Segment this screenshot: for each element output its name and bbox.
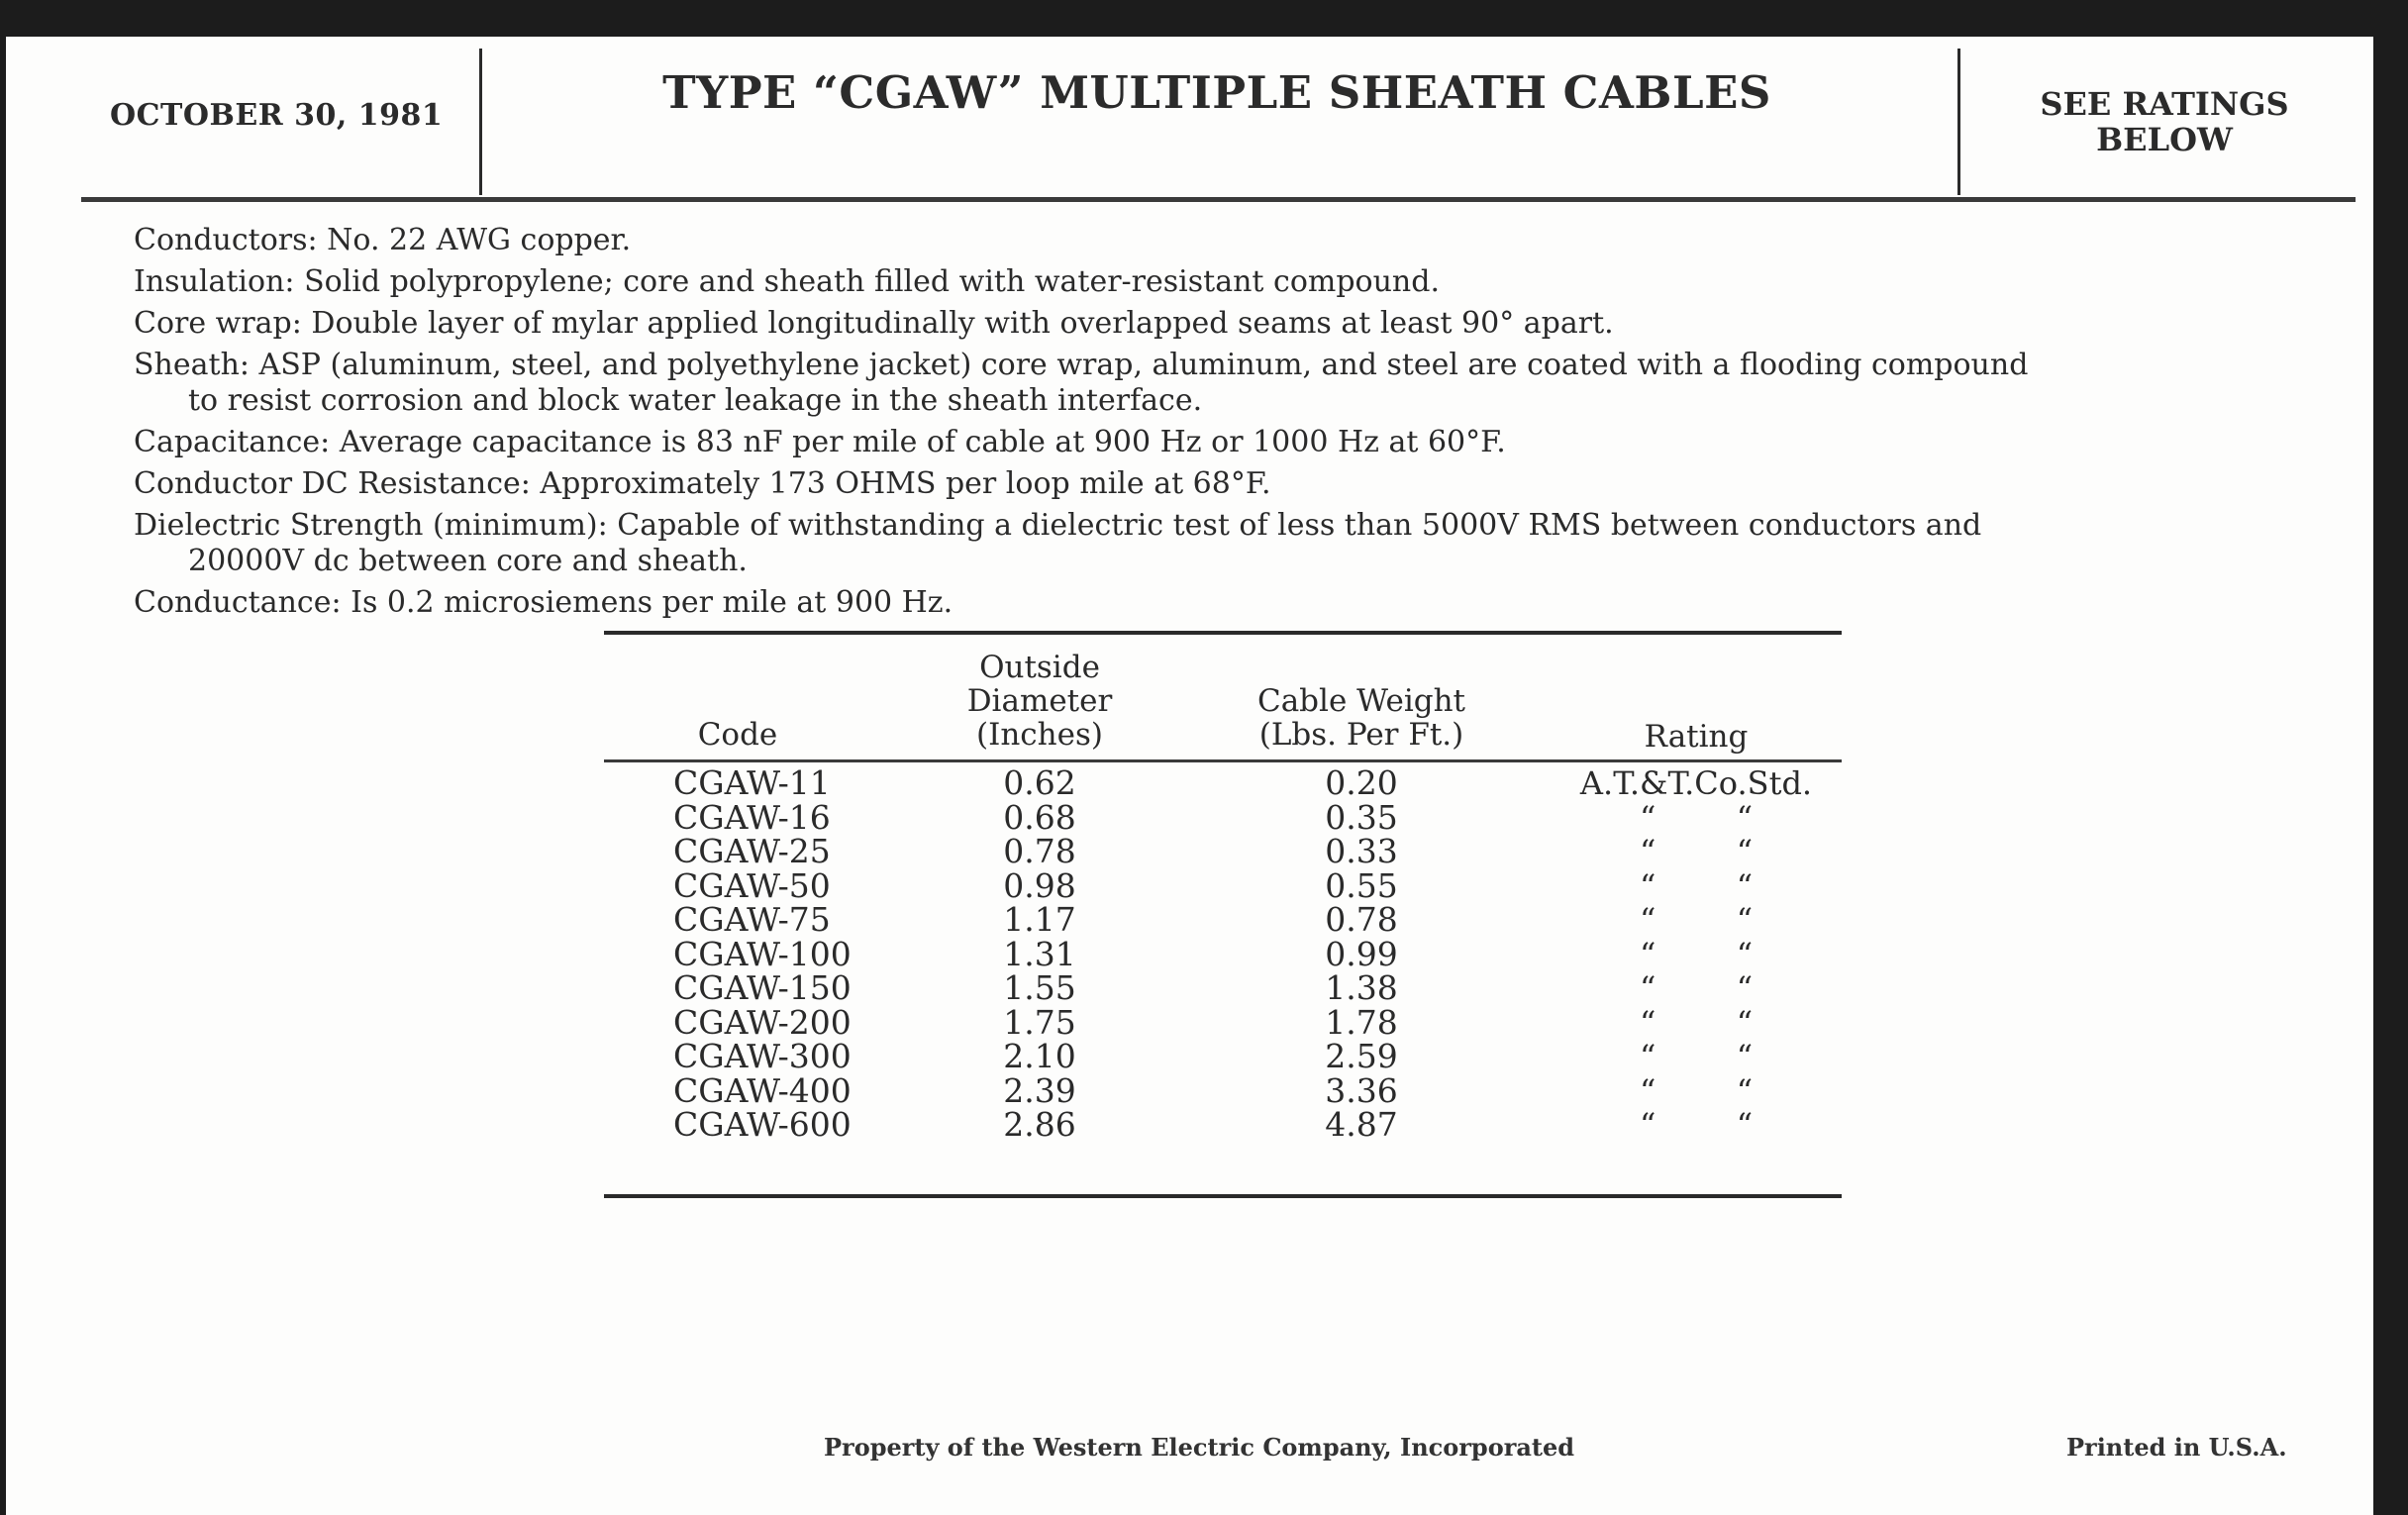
- col-header-outside-diameter: [941, 651, 1139, 752]
- cell-cable-weight: 4.87: [1325, 1105, 1398, 1144]
- col-header-wt-line1: Cable Weight: [1256, 683, 1466, 719]
- cell-outside-diameter: 0.98: [1003, 865, 1076, 905]
- spec-label: Core wrap:: [134, 306, 302, 341]
- spec-text: Capable of withstanding a dielectric test of less than 5000V RMS between conductors and: [617, 508, 1982, 543]
- table-row: [604, 797, 1842, 837]
- spec-dc-resistance: [134, 466, 2322, 502]
- header-divider-right: [1957, 49, 1960, 195]
- spec-core-wrap: [134, 306, 2322, 342]
- cell-outside-diameter: 0.78: [1003, 832, 1076, 870]
- col-header-od-line2: Diameter: [966, 683, 1113, 719]
- cell-code: CGAW-600: [673, 1105, 852, 1144]
- table-bottom-rule: [604, 1194, 1842, 1198]
- cell-cable-weight: 2.59: [1325, 1037, 1398, 1075]
- cell-code: CGAW-200: [673, 1002, 852, 1042]
- col-header-od-line1: Outside: [979, 650, 1100, 685]
- cell-outside-diameter: 2.86: [1003, 1105, 1076, 1144]
- table-row: [604, 763, 1842, 802]
- spec-insulation: [134, 264, 2322, 300]
- cell-outside-diameter: 1.55: [1003, 968, 1076, 1007]
- table-row: [604, 1037, 1842, 1075]
- ratings-note-line1: SEE RATINGS: [2040, 85, 2289, 123]
- specifications-list: [134, 223, 2322, 627]
- spec-text: Double layer of mylar applied longitudinally with overlapped seams at least 90° apart.: [311, 306, 1614, 341]
- table-row: [604, 900, 1842, 939]
- spec-label: Sheath:: [134, 348, 250, 382]
- cell-rating: “ “: [1639, 1003, 1754, 1042]
- table-row: [604, 832, 1842, 870]
- cell-rating: “ “: [1639, 901, 1754, 939]
- footer-property-notice: Property of the Western Electric Company, Incorporated: [824, 1433, 1575, 1462]
- cell-rating: “ “: [1639, 969, 1754, 1007]
- cell-rating: A.T.&T.Co.Std.: [1579, 764, 1813, 802]
- table-row: [604, 934, 1842, 973]
- cell-cable-weight: 0.99: [1325, 934, 1398, 973]
- cell-rating: “ “: [1639, 866, 1754, 905]
- table-row: [604, 865, 1842, 905]
- table-top-rule: [604, 631, 1842, 635]
- cell-cable-weight: 3.36: [1325, 1070, 1398, 1110]
- cell-rating: “ “: [1639, 1038, 1754, 1075]
- cell-code: CGAW-75: [673, 900, 831, 939]
- col-header-od-line3: (Inches): [976, 717, 1103, 753]
- cell-cable-weight: 0.33: [1325, 832, 1398, 870]
- cell-cable-weight: 0.78: [1325, 900, 1398, 939]
- spec-text: No. 22 AWG copper.: [327, 223, 632, 257]
- spec-label: Conductance:: [134, 585, 342, 620]
- spec-sheet-page: [6, 37, 2373, 1515]
- cell-rating: “ “: [1639, 1071, 1754, 1110]
- cell-cable-weight: 1.38: [1325, 968, 1398, 1007]
- ratings-note-line2: BELOW: [2096, 121, 2233, 158]
- col-header-wt-line2: (Lbs. Per Ft.): [1258, 717, 1464, 753]
- page-title: TYPE “CGAW” MULTIPLE SHEATH CABLES: [662, 66, 1771, 119]
- cell-outside-diameter: 1.17: [1003, 900, 1076, 939]
- spec-text: Solid polypropylene; core and sheath filled with water-resistant compound.: [304, 264, 1440, 299]
- cell-outside-diameter: 2.39: [1003, 1070, 1076, 1110]
- cell-code: CGAW-150: [673, 968, 852, 1007]
- cell-outside-diameter: 1.31: [1003, 934, 1076, 973]
- cell-rating: “ “: [1639, 833, 1754, 870]
- col-header-cable-weight: [1238, 684, 1485, 752]
- spec-capacitance: [134, 425, 2322, 460]
- spec-text: Average capacitance is 83 nF per mile of cable at 900 Hz or 1000 Hz at 60°F.: [339, 425, 1506, 459]
- ratings-note: [1961, 86, 2367, 157]
- cell-code: CGAW-25: [673, 832, 831, 870]
- cell-code: CGAW-11: [673, 763, 831, 802]
- cell-rating: “ “: [1639, 935, 1754, 973]
- col-header-rating: Rating: [1644, 719, 1749, 755]
- spec-text: Approximately 173 OHMS per loop mile at 68°F.: [540, 466, 1271, 501]
- spec-label: Conductors:: [134, 223, 318, 257]
- spec-label: Dielectric Strength (minimum):: [134, 508, 608, 543]
- col-header-code: Code: [697, 717, 778, 753]
- table-row: [604, 968, 1842, 1007]
- table-row: [604, 1070, 1842, 1110]
- table-row: [604, 1105, 1842, 1144]
- cell-cable-weight: 1.78: [1325, 1002, 1398, 1042]
- spec-conductance: [134, 585, 2322, 621]
- cell-code: CGAW-16: [673, 797, 831, 837]
- spec-dielectric-strength: [134, 508, 2322, 579]
- cell-outside-diameter: 0.68: [1003, 797, 1076, 837]
- cell-code: CGAW-300: [673, 1037, 852, 1075]
- spec-text: Is 0.2 microsiemens per mile at 900 Hz.: [351, 585, 953, 620]
- spec-text: ASP (aluminum, steel, and polyethylene jacket) core wrap, aluminum, and steel are coated with a flooding compound: [258, 348, 2029, 382]
- cell-code: CGAW-400: [673, 1070, 852, 1110]
- spec-label: Conductor DC Resistance:: [134, 466, 531, 501]
- spec-label: Insulation:: [134, 264, 295, 299]
- spec-sheath: [134, 348, 2322, 419]
- cell-outside-diameter: 0.62: [1003, 763, 1076, 802]
- table-body: [604, 763, 1842, 1144]
- spec-label: Capacitance:: [134, 425, 331, 459]
- cell-code: CGAW-50: [673, 865, 831, 905]
- cell-outside-diameter: 2.10: [1003, 1037, 1076, 1075]
- table-header-rule: [604, 759, 1842, 762]
- cell-rating: “ “: [1639, 798, 1754, 837]
- footer-printed-in: Printed in U.S.A.: [2066, 1433, 2287, 1462]
- cell-rating: “ “: [1639, 1106, 1754, 1144]
- cell-cable-weight: 0.20: [1325, 763, 1398, 802]
- cell-cable-weight: 0.55: [1325, 865, 1398, 905]
- cell-code: CGAW-100: [673, 934, 852, 973]
- header-rule: [81, 197, 2356, 202]
- spec-text-continued: 20000V dc between core and sheath.: [188, 544, 748, 578]
- issue-date: OCTOBER 30, 1981: [110, 98, 444, 133]
- cell-cable-weight: 0.35: [1325, 797, 1398, 837]
- spec-conductors: [134, 223, 2322, 258]
- spec-text-continued: to resist corrosion and block water leakage in the sheath interface.: [188, 383, 1203, 418]
- cell-outside-diameter: 1.75: [1003, 1002, 1076, 1042]
- table-row: [604, 1002, 1842, 1042]
